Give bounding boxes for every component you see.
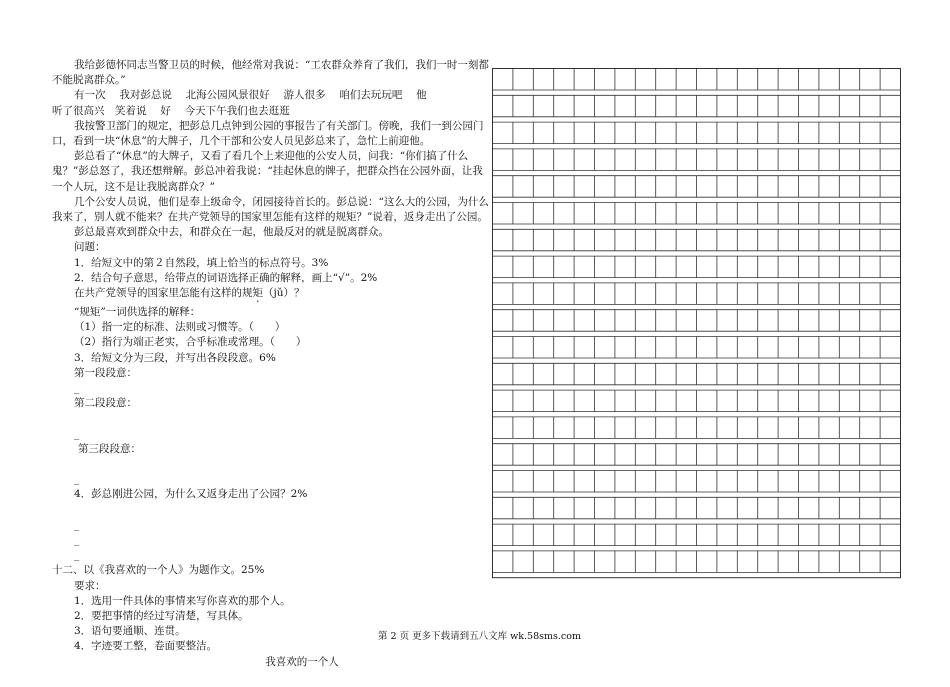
question-3: 3．给短文分为三段，并写出各段段意。6% — [74, 351, 276, 364]
composition-heading: 十二、以《我喜欢的一个人》为题作文。25% — [52, 564, 265, 577]
question-2: 2．结合句子意思，给带点的词语选择正确的解释，画上“√”。2% — [74, 271, 378, 284]
requirement-2: 2．要把事情的经过写清楚，写具体。 — [74, 610, 249, 623]
segment-1-label: 第一段段意： — [74, 366, 137, 379]
segment-2-label: 第二段段意： — [74, 397, 137, 410]
left-column — [52, 58, 492, 670]
writing-grid[interactable] — [492, 68, 902, 623]
requirement-1: 1．选用一件具体的事情来写你喜欢的那个人。 — [74, 594, 291, 607]
question-1: 1．给短文中的第２自然段，填上恰当的标点符号。3% — [74, 256, 329, 269]
paragraph-1: 我给彭德怀同志当警卫员的时候，他经常对我说：“工农群众养育了我们，我们一时一刻都不能脱离群众。” — [52, 59, 489, 87]
question-2-sentence — [52, 286, 492, 305]
paragraph-2-line2: 听了很高兴 笑着说 好 今天下午我们也去逛逛 — [52, 104, 290, 117]
sentence-post: （jǔ）？ — [263, 287, 305, 300]
answer-line[interactable]: _ — [74, 518, 80, 531]
paragraph-5: 几个公安人员说，他们是奉上级命令，闭园接待首长的。彭总说：“这么大的公园，为什么我来了，别人就不能来？在共产党领导的国家里怎能有这样的规矩？”说着，返身走出了公园。 — [52, 195, 489, 224]
question-2-option-1: （1）指一定的标准、法则或习惯等。（ ） — [74, 321, 286, 334]
paragraph-6: 彭总最喜欢到群众中去，和群众在一起，他最反对的就是脱离群众。 — [74, 226, 389, 239]
paragraph-4: 彭总看了“休息”的大牌子，又看了看几个上来迎他的公安人员，问我：“你们搞了什么鬼？”彭总怒了，我还想辩解。彭总冲着我说：“挂起休息的牌子，把群众挡在公园外面，让我一个人玩，这不是让我脱离群众？” — [52, 150, 483, 193]
questions-heading: 问题： — [74, 241, 106, 254]
answer-line[interactable]: _ — [74, 473, 80, 486]
answer-line[interactable]: _ — [74, 534, 80, 547]
question-4: 4．彭总刚进公园，为什么又返身走出了公园？2% — [74, 488, 308, 501]
dotted-word: 矩 — [252, 287, 263, 300]
paragraph-3: 我按警卫部门的规定，把彭总几点钟到公园的事报告了有关部门。傍晚，我们一到公园门口，看到一块“休息”的大牌子，几个干部和公安人员见彭总来了，急忙上前迎他。 — [52, 119, 484, 148]
requirements-label: 要求： — [74, 579, 106, 592]
requirement-4: 4．字迹要工整，卷面要整洁。 — [74, 640, 218, 653]
question-2-intro: “规矩”一词供选择的解释： — [74, 306, 201, 319]
sentence-pre: 在共产党领导的国家里怎能有这样的规 — [74, 287, 253, 300]
answer-line[interactable]: _ — [74, 549, 80, 562]
paragraph-2-line1: 有一次 我对彭总说 北海公园风景很好 游人很多 咱们去玩玩吧 他 — [74, 89, 427, 102]
page-footer: 第 2 页 更多下载请到五八文库 wk.58sms.com — [378, 631, 581, 642]
requirement-3: 3．语句要通顺、连贯。 — [74, 625, 186, 638]
segment-3-label: 第三段段意： — [78, 442, 141, 455]
answer-line[interactable]: _ — [74, 382, 80, 395]
answer-line[interactable]: _ — [74, 427, 80, 440]
question-2-option-2: （2）指行为端正老实，合乎标准或常理。（ ） — [74, 336, 307, 349]
composition-title: 我喜欢的一个人 — [265, 655, 339, 668]
